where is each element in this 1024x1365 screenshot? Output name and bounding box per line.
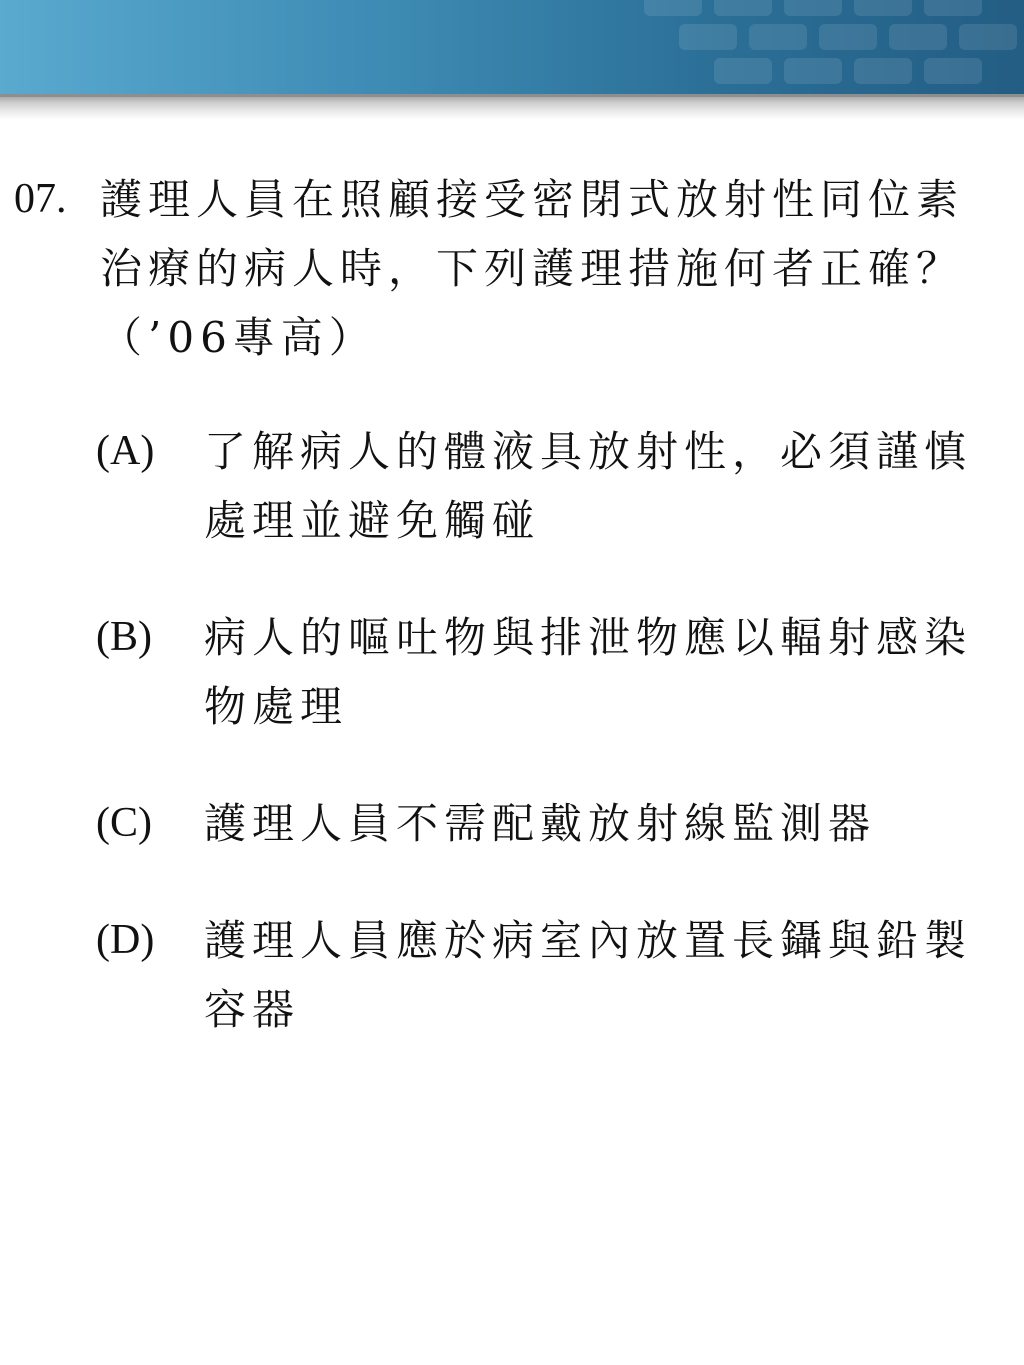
answer-options: [96, 417, 1004, 1092]
question-number: 07.: [14, 176, 67, 222]
header-banner: [0, 0, 1024, 94]
option-a: [96, 417, 1004, 555]
question-text: 護理人員在照顧接受密閉式放射性同位素治療的病人時，下列護理措施何者正確？（’06專高）: [100, 175, 965, 362]
option-text: 了解病人的體液具放射性，必須謹慎處理並避免觸碰: [204, 427, 973, 545]
option-b: [96, 603, 1004, 741]
option-label: (B): [96, 614, 152, 660]
header-divider: [0, 94, 1024, 120]
banner-tile-pattern: [604, 0, 1024, 94]
option-label: (C): [96, 800, 152, 846]
question-block: [14, 165, 1004, 372]
option-text: 護理人員不需配戴放射線監測器: [204, 799, 877, 848]
option-label: (A): [96, 428, 155, 474]
option-d: [96, 906, 1004, 1044]
option-label: (D): [96, 917, 155, 963]
option-text: 護理人員應於病室內放置長鑷與鉛製容器: [204, 916, 973, 1034]
option-text: 病人的嘔吐物與排泄物應以輻射感染物處理: [204, 613, 973, 731]
option-c: [96, 789, 1004, 858]
